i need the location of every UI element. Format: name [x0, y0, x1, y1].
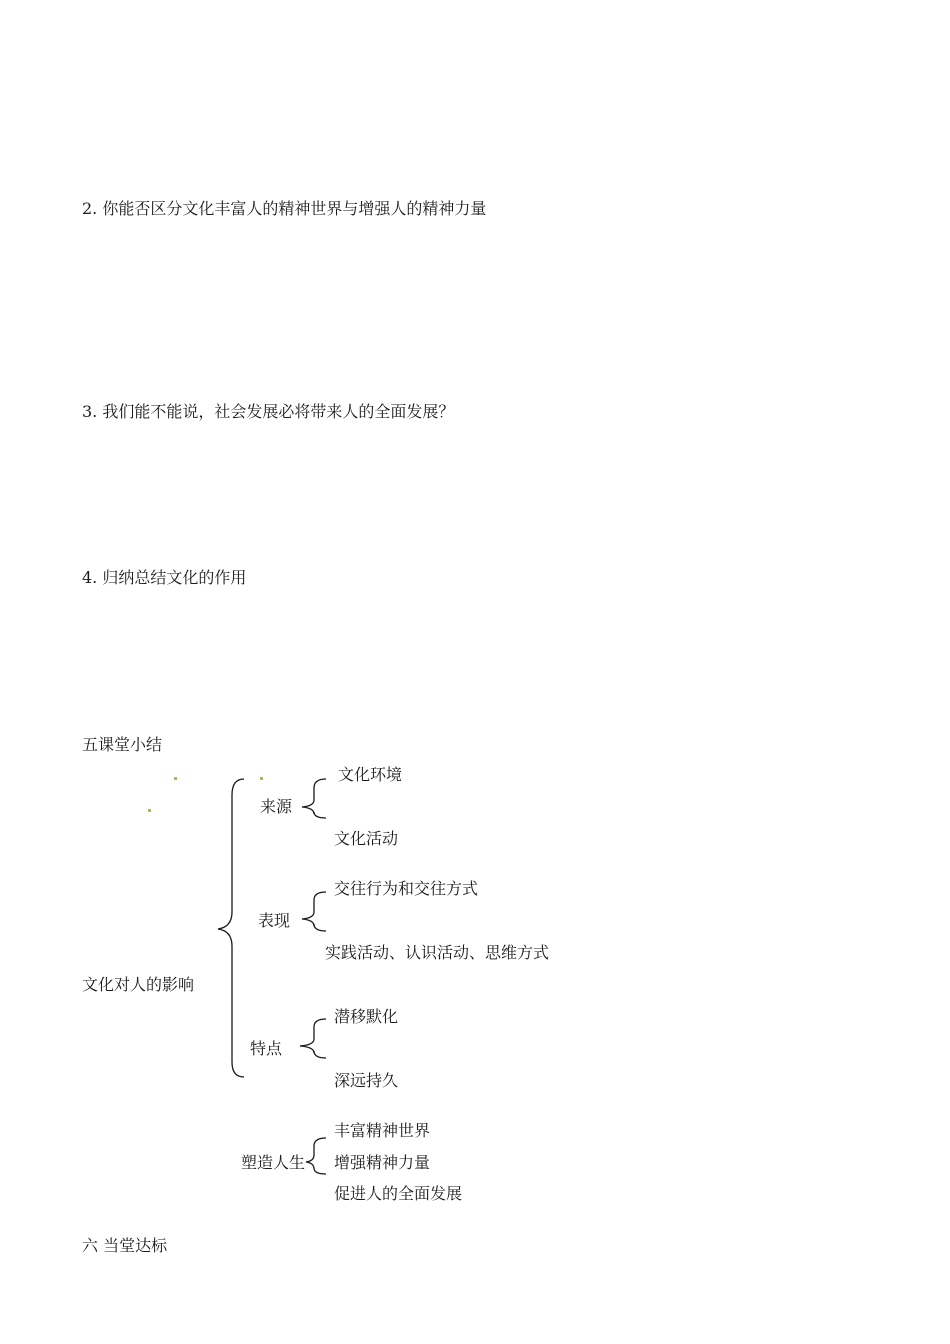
section-5-title: 五课堂小结: [82, 735, 163, 754]
mind-map-root: 文化对人的影响: [82, 975, 195, 994]
question-3: 3. 我们能不能说，社会发展必将带来人的全面发展？: [82, 402, 455, 421]
shape-item: 丰富精神世界: [334, 1121, 431, 1140]
shape-item: 促进人的全面发展: [334, 1184, 463, 1203]
section-6-title: 六 当堂达标: [82, 1236, 168, 1255]
source-brace: [302, 779, 326, 818]
source-item: 文化环境: [338, 765, 403, 784]
source-label: 来源: [260, 797, 293, 816]
question-4: 4. 归纳总结文化的作用: [82, 568, 247, 587]
main-brace: [218, 779, 244, 1077]
expression-item: 实践活动、认识活动、思维方式: [325, 943, 550, 962]
expression-item: 交往行为和交往方式: [334, 879, 479, 898]
source-item: 文化活动: [334, 829, 399, 848]
shape-brace: [306, 1138, 326, 1174]
feature-item: 深远持久: [334, 1071, 399, 1090]
feature-item: 潜移默化: [334, 1007, 399, 1026]
shape-label: 塑造人生: [241, 1153, 306, 1172]
feature-brace: [300, 1019, 326, 1058]
feature-label: 特点: [250, 1039, 283, 1058]
expression-brace: [302, 892, 326, 931]
expression-label: 表现: [258, 911, 291, 930]
question-2: 2. 你能否区分文化丰富人的精神世界与增强人的精神力量: [82, 199, 487, 218]
shape-item: 增强精神力量: [334, 1153, 431, 1172]
